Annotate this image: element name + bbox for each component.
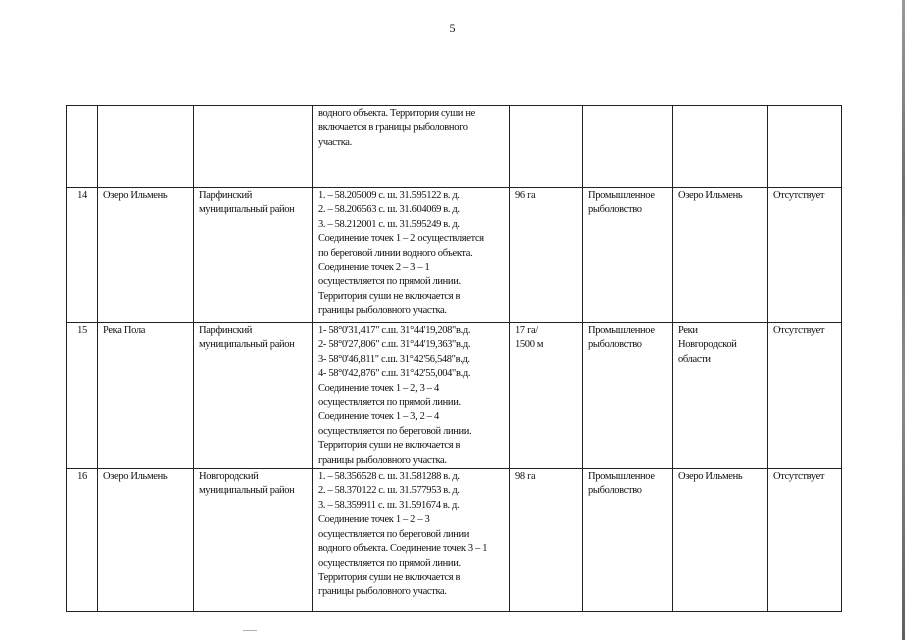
district-cell (194, 323, 313, 469)
water-system-cell (673, 469, 768, 612)
purpose-cell (583, 469, 673, 612)
water-body-cell (98, 469, 194, 612)
table-row (67, 469, 842, 612)
purpose-line: рыболовство (588, 204, 642, 216)
district-cell (194, 188, 313, 323)
coordinates-line: 1. – 58.356528 с. ш. 31.581288 в. д. (318, 471, 460, 483)
table-row (67, 188, 842, 323)
coordinates-line: 3. – 58.212001 с. ш. 31.595249 в. д. (318, 218, 460, 230)
area-line: 1500 м (515, 339, 544, 351)
water-system-cell (673, 106, 768, 188)
coordinates-line: 3. – 58.359911 с. ш. 31.591674 в. д. (318, 499, 460, 511)
coordinates-line: по береговой линии водного объекта. (318, 247, 473, 259)
table-row (67, 323, 842, 469)
row-number-cell (67, 323, 98, 469)
area-cell (510, 469, 583, 612)
coordinates-line: 2- 58°0'27,806" с.ш. 31°44'19,363"в.д. (318, 339, 471, 351)
water-system-line: Новгородской (678, 339, 737, 351)
purpose-line: Промышленное (588, 325, 655, 336)
coordinates-line: 1- 58°0'31,417" с.ш. 31°44'19,208"в.д. (318, 325, 471, 336)
status-line: Отсутствует (773, 471, 825, 483)
area-line: 17 га/ (515, 325, 538, 336)
purpose-line: Промышленное (588, 471, 655, 483)
coordinates-line: осуществляется по прямой линии. (318, 397, 461, 409)
coordinates-cell (313, 469, 510, 612)
row-number-text: 16 (77, 471, 87, 483)
coordinates-line: осуществляется по береговой линии. (318, 425, 472, 437)
water-body-cell (98, 323, 194, 469)
status-line: Отсутствует (773, 190, 825, 201)
coordinates-line: границы рыболовного участка. (318, 454, 447, 466)
row-number-text: 14 (77, 190, 87, 201)
purpose-cell (583, 188, 673, 323)
water-system-line: Озеро Ильмень (678, 471, 743, 483)
coordinates-line: участка. (318, 136, 352, 148)
row-number-cell (67, 469, 98, 612)
coordinates-line: Территория суши не включается в (318, 440, 461, 452)
water-system-line: Реки (678, 325, 698, 336)
coordinates-line: 1. – 58.205009 с. ш. 31.595122 в. д. (318, 190, 460, 201)
status-cell (768, 106, 842, 188)
status-cell (768, 188, 842, 323)
coordinates-line: Территория суши не включается в (318, 290, 461, 302)
status-cell (768, 469, 842, 612)
district-line: Парфинский (199, 325, 253, 336)
area-cell (510, 106, 583, 188)
coordinates-line: 2. – 58.370122 с. ш. 31.577953 в. д. (318, 485, 460, 497)
coordinates-line: Соединение точек 1 – 2, 3 – 4 (318, 382, 439, 394)
fishing-areas-table (66, 105, 842, 612)
coordinates-line: осуществляется по прямой линии. (318, 557, 461, 569)
water-body-cell (98, 106, 194, 188)
coordinates-line: Соединение точек 1 – 2 – 3 (318, 514, 430, 526)
purpose-line: Промышленное (588, 190, 655, 201)
water-system-line: области (678, 353, 711, 365)
coordinates-line: 2. – 58.206563 с. ш. 31.604069 в. д. (318, 204, 460, 216)
water-system-line: Озеро Ильмень (678, 190, 743, 201)
row-number-text: 15 (77, 325, 87, 336)
coordinates-line: Территория суши не включается в (318, 571, 461, 583)
coordinates-line: осуществляется по береговой линии (318, 528, 470, 540)
area-cell (510, 188, 583, 323)
coordinates-line: водного объекта. Территория суши не (318, 108, 475, 119)
page-number: 5 (449, 21, 456, 35)
coordinates-line: включается в границы рыболовного (318, 122, 468, 134)
coordinates-line: 3- 58°0'46,811" с.ш. 31°42'56,548"в.д. (318, 353, 470, 365)
coordinates-line: 4- 58°0'42,876" с.ш. 31°42'55,004"в.д. (318, 368, 471, 380)
row-number-cell (67, 188, 98, 323)
purpose-cell (583, 106, 673, 188)
coordinates-line: границы рыболовного участка. (318, 586, 447, 598)
water-body-line: Река Пола (103, 325, 146, 336)
district-line: муниципальный район (199, 485, 295, 497)
water-body-cell (98, 188, 194, 323)
area-cell (510, 323, 583, 469)
district-line: Парфинский (199, 190, 253, 201)
water-system-cell (673, 323, 768, 469)
coordinates-line: Соединение точек 2 – 3 – 1 (318, 262, 430, 274)
row-number-cell (67, 106, 98, 188)
district-line: муниципальный район (199, 339, 295, 351)
coordinates-line: Соединение точек 1 – 2 осуществляется (318, 233, 484, 245)
coordinates-line: Соединение точек 1 – 3, 2 – 4 (318, 411, 439, 423)
water-body-line: Озеро Ильмень (103, 471, 168, 483)
water-system-cell (673, 188, 768, 323)
table-row (67, 106, 842, 188)
coordinates-line: осуществляется по прямой линии. (318, 276, 461, 288)
district-line: Новгородский (199, 471, 259, 483)
status-line: Отсутствует (773, 325, 825, 336)
purpose-cell (583, 323, 673, 469)
scan-mark (243, 630, 257, 631)
district-cell (194, 106, 313, 188)
coordinates-cell (313, 188, 510, 323)
status-cell (768, 323, 842, 469)
coordinates-line: границы рыболовного участка. (318, 305, 447, 317)
coordinates-cell (313, 323, 510, 469)
coordinates-cell (313, 106, 510, 188)
purpose-line: рыболовство (588, 485, 642, 497)
coordinates-line: водного объекта. Соединение точек 3 – 1 (318, 543, 488, 555)
purpose-line: рыболовство (588, 339, 642, 351)
area-line: 98 га (515, 471, 536, 483)
district-cell (194, 469, 313, 612)
water-body-line: Озеро Ильмень (103, 190, 168, 201)
area-line: 96 га (515, 190, 536, 201)
district-line: муниципальный район (199, 204, 295, 216)
